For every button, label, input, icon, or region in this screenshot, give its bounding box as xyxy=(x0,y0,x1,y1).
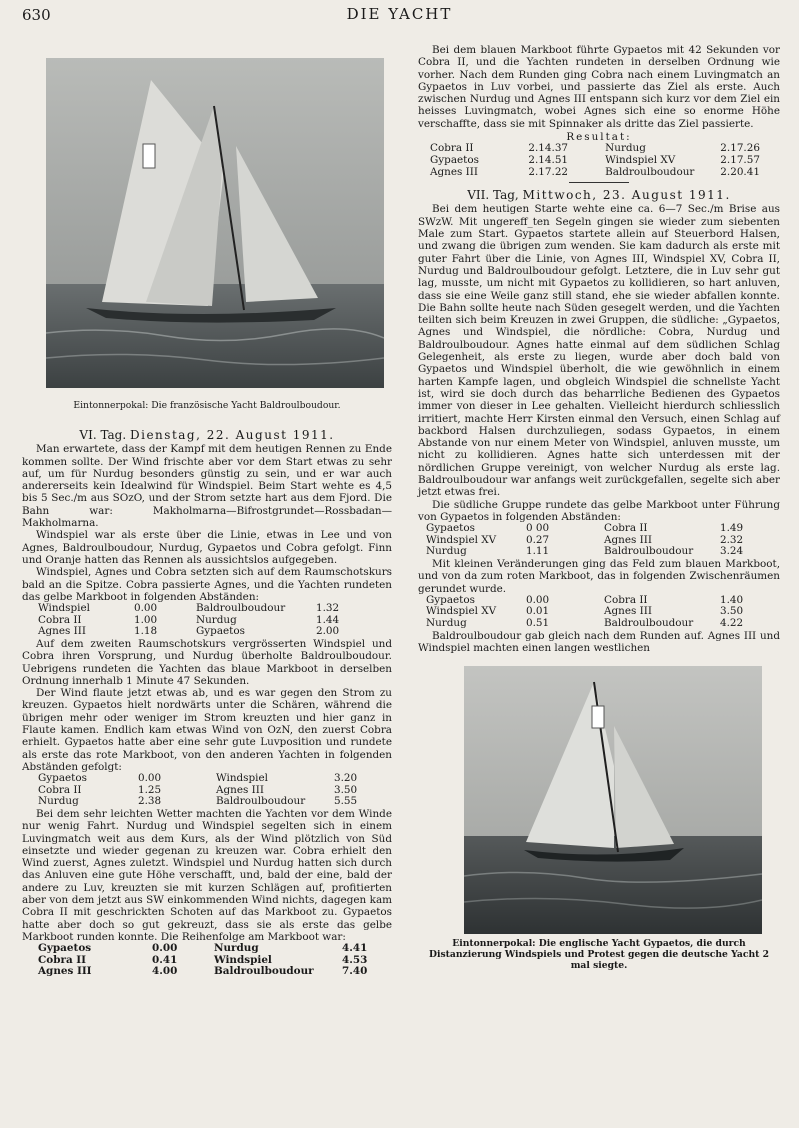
time-cell: 2.17.57 xyxy=(720,153,760,166)
paragraph: Die südliche Gruppe rundete das gelbe Markboot unter Führung von Gypaetos in folgenden Abständen: xyxy=(418,498,780,523)
yacht-name-cell: Windspiel XV xyxy=(426,605,497,618)
time-cell: 4.53 xyxy=(342,953,368,966)
yacht-name-cell: Nurdug xyxy=(38,795,79,808)
table-row xyxy=(430,143,760,155)
time-cell: 0.00 xyxy=(138,772,162,785)
time-cell: 2.00 xyxy=(316,625,340,638)
time-cell: 0.00 xyxy=(526,593,550,606)
time-cell: 0 00 xyxy=(526,522,550,535)
yacht-name-cell: Baldroulboudour xyxy=(605,165,695,178)
table-row xyxy=(38,943,378,955)
time-cell: 4.22 xyxy=(720,617,744,630)
yacht-name-cell: Gypaetos xyxy=(38,942,92,955)
yacht-name-cell: Cobra II xyxy=(38,783,82,796)
results-table xyxy=(426,523,756,558)
paragraph: Baldroulboudour gab gleich nach dem Runden auf. Agnes III und Windspiel machten einen langen westlichen xyxy=(418,629,780,654)
table-row xyxy=(426,618,756,630)
yacht-name-cell: Windspiel XV xyxy=(605,153,676,166)
right-column xyxy=(418,44,780,989)
yacht-name-cell: Cobra II xyxy=(38,953,87,966)
day-heading-date: Mittwoch, 23. August 1911. xyxy=(522,188,731,203)
yacht-name-cell: Agnes III xyxy=(216,783,264,796)
yacht-name-cell: Nurdug xyxy=(605,142,646,155)
paragraph: Bei dem heutigen Starte wehte eine ca. 6—7 Sec./m Brise aus SWzW. Mit ungereff_ten Segeln gingen sie wieder zum siebenten Male zum Start. Gypaetos startete allein auf Steuerbord Halsen, und zwang die übrigen zum wenden. Sie kam dadurch als erste mit guter Fahrt über die Linie, von Agnes III, Windspiel XV, Cobra II, Nurdug und Baldroulboudour gefolgt. Letztere, die in Luv sehr gut lag, musste, um nicht mit Gypaetos zu kollidieren, so hart anluven, dass sie eine Weile ganz still stand, ehe sie wieder abfallen konnte. Die Bahn sollte heute nach Süden gesegelt werden, und die Yachten teilten sich beim Kreuzen in zwei Gruppen, die südliche: „Gypaetos, Agnes und Windspiel, die nördliche: Cobra, Nurdug und Baldroulboudour. Agnes hatte einmal auf dem südlichen Schlag Gelegenheit, als erste zu liegen, wurde aber doch bald von Gypaetos und Windspiel überholt, die wie gewöhnlich in einem harten Kampfe lagen, und obgleich Windspiel die schnellste Yacht ist, wird sie doch durch das beharrliche Bedienen des Gypaetos immer von dieser in Lee gehalten. Vielleicht hierdurch schliesslich irritiert, machte Herr Kirsten einmal den Versuch, einen Schlag auf backbord Halsen durchzuliegen, sodass Gypaetos, in einem Abstande von nur einem Meter von Windspiel, anluven musste, um nicht zu kollidieren. Agnes hatte sich unterdessen mit der nördlichen Gruppe vereinigt, von welcher Nurdug als erste lag. Baldroulboudour war anfangs weit zurückgefallen, segelte sich aber jetzt etwas frei. xyxy=(418,203,780,499)
time-cell: 5.55 xyxy=(334,795,358,808)
results-table xyxy=(38,943,378,978)
paragraph: Man erwartete, dass der Kampf mit dem heutigen Rennen zu Ende kommen sollte. Der Wind frischte aber vor dem Start etwas zu sehr auf, um für Nurdug besonders günstig zu sein, und er war auch andererseits kein Idealwind für Windspiel. Beim Start wehte es 4,5 bis 5 Sec./m aus SOzO, und der Strom setzte hart aus dem Fjord. Die Bahn war: Makholmarna—Bifrostgrundet—Rossbadan—Makholmarna. xyxy=(22,443,392,530)
sailboat-photo-illustration xyxy=(46,58,384,388)
yacht-name-cell: Baldroulboudour xyxy=(216,795,306,808)
time-cell: 2.14.37 xyxy=(528,142,569,155)
time-cell: 0.41 xyxy=(152,953,178,966)
time-cell: 1.49 xyxy=(720,522,744,535)
time-cell: 2.20.41 xyxy=(720,165,760,178)
yacht-name-cell: Nurdug xyxy=(214,942,259,955)
yacht-name-cell: Agnes III xyxy=(38,965,92,978)
yacht-name-cell: Nurdug xyxy=(196,613,237,626)
section-divider xyxy=(569,182,629,183)
table-row xyxy=(38,603,348,615)
paragraph: Auf dem zweiten Raumschotskurs vergrösserten Windspiel und Cobra ihren Vorsprung, und Nurdug überholte Baldroulboudour. Uebrigens rundeten die Yachten das blaue Markboot in derselben Ordnung innerhalb 1 Minute 47 Sekunden. xyxy=(22,637,392,687)
time-cell: 1.40 xyxy=(720,593,744,606)
results-table xyxy=(38,603,348,638)
paragraph: Der Wind flaute jetzt etwas ab, und es war gegen den Strom zu kreuzen. Gypaetos hielt nordwärts unter die Schären, während die übrigen mehr oder weniger im Strom kreuzten und hier ganz in Flaute kamen. Endlich kam etwas Wind von OzN, den zuerst Cobra erhielt. Gypaetos hatte aber eine sehr gute Luvposition und rundete als erste das rote Markboot, von den anderen Yachten in folgenden Abständen gefolgt: xyxy=(22,687,392,773)
time-cell: 3.20 xyxy=(334,772,358,785)
time-cell: 1.44 xyxy=(316,613,340,626)
time-cell: 1.32 xyxy=(316,602,340,615)
day-heading-prefix: VII. Tag, xyxy=(467,188,519,203)
yacht-name-cell: Baldroulboudour xyxy=(604,617,694,630)
running-head: DIE YACHT xyxy=(346,5,453,23)
time-cell: 1.18 xyxy=(134,625,158,638)
time-cell: 7.40 xyxy=(342,965,368,978)
yacht-name-cell: Cobra II xyxy=(430,142,474,155)
time-cell: 1.00 xyxy=(134,613,158,626)
table-row xyxy=(426,546,756,558)
time-cell: 3.50 xyxy=(720,605,744,618)
time-cell: 1.25 xyxy=(138,783,162,796)
yacht-name-cell: Windspiel xyxy=(216,772,268,785)
yacht-name-cell: Windspiel xyxy=(214,953,272,966)
time-cell: 2.14.51 xyxy=(528,153,569,166)
day-heading-prefix: VI. Tag. xyxy=(79,428,127,442)
yacht-name-cell: Baldroulboudour xyxy=(196,602,286,615)
table-row xyxy=(38,796,368,808)
paragraph: Bei dem sehr leichten Wetter machten die Yachten vor dem Winde nur wenig Fahrt. Nurdug und Windspiel segelten sich in einem Luvingmatch weit aus dem Kurs, als der Wind plötzlich von Süd einsetzte und wieder gegenan zu kreuzen war. Cobra erhielt den Wind zuerst, Agnes zuletzt. Windspiel und Nurdug hatten sich durch das Anluven eine gute Höhe verschafft, und, bald der eine, bald der andere zu Luv, kreuzten sie mit kurzen Schlägen auf, profitierten aber von dem jetzt aus SW einkommenden Wind nichts, dagegen kam Cobra II mit geschrickten Schoten auf das Markboot zu. Gypaetos hatte aber doch so gut gekreuzt, dass sie als erste das gelbe Markboot runden konnte. Die Reihenfolge am Markboot war: xyxy=(22,807,392,943)
yacht-name-cell: Agnes III xyxy=(430,165,478,178)
time-cell: 4.00 xyxy=(152,965,178,978)
paragraph: Windspiel war als erste über die Linie, etwas in Lee und von Agnes, Baldroulboudour, Nurdug, Gypaetos und Cobra gefolgt. Finn und Oranje hatten das Rennen als aussichtslos aufgegeben. xyxy=(22,529,392,566)
day-heading-vi xyxy=(22,429,392,441)
time-cell: 2.17.22 xyxy=(528,165,569,178)
yacht-name-cell: Gypaetos xyxy=(426,593,475,606)
paragraph: Bei dem blauen Markboot führte Gypaetos mit 42 Sekunden vor Cobra II, und die Yachten rundeten in derselben Ordnung wie vorher. Nach dem Runden ging Cobra nach einem Luvingmatch an Gypaetos in Luv vorbei, und passierte das Ziel als erste. Auch zwischen Nurdug und Agnes III entspann sich kurz vor dem Ziel ein heisses Luvingmatch, wobei Agnes sich eine so enorme Höhe verschaffte, dass sie mit Spinnaker als dritte das Ziel passierte. xyxy=(418,44,780,130)
yacht-name-cell: Cobra II xyxy=(604,522,648,535)
table-row xyxy=(38,626,348,638)
result-title: Resultat: xyxy=(566,131,632,144)
yacht-name-cell: Cobra II xyxy=(604,593,648,606)
time-cell: 2.38 xyxy=(138,795,162,808)
time-cell: 4.41 xyxy=(342,942,368,955)
result-table xyxy=(430,143,760,178)
yacht-name-cell: Agnes III xyxy=(38,625,86,638)
yacht-name-cell: Windspiel XV xyxy=(426,533,497,546)
results-table xyxy=(426,595,756,630)
table-row xyxy=(430,167,760,179)
table-row xyxy=(38,773,368,785)
yacht-name-cell: Agnes III xyxy=(604,605,652,618)
yacht-name-cell: Nurdug xyxy=(426,617,467,630)
table-row xyxy=(430,155,760,167)
table-row xyxy=(426,606,756,618)
yacht-name-cell: Windspiel xyxy=(38,602,90,615)
yacht-name-cell: Agnes III xyxy=(604,533,652,546)
photo-caption-left: Eintonnerpokal: Die französische Yacht Baldroulboudour. xyxy=(73,400,341,411)
time-cell: 3.50 xyxy=(334,783,358,796)
time-cell: 0.27 xyxy=(526,533,550,546)
time-cell: 0.51 xyxy=(526,617,550,630)
time-cell: 2.17.26 xyxy=(720,142,760,155)
sailboat-photo-illustration xyxy=(464,666,762,934)
yacht-name-cell: Gypaetos xyxy=(38,772,87,785)
paragraph: Mit kleinen Veränderungen ging das Feld zum blauen Markboot, und von da zum roten Markboot, das in folgenden Zwischenräumen gerundet wurde. xyxy=(418,557,780,595)
yacht-name-cell: Gypaetos xyxy=(430,153,479,166)
day-heading-vii xyxy=(418,189,780,201)
table-row xyxy=(426,535,756,547)
table-row xyxy=(38,966,378,978)
time-cell: 2.32 xyxy=(720,533,744,546)
yacht-name-cell: Baldroulboudour xyxy=(214,965,314,978)
time-cell: 1.11 xyxy=(526,545,550,558)
time-cell: 3.24 xyxy=(720,545,744,558)
time-cell: 0.00 xyxy=(134,602,158,615)
photo-caption-right: Eintonnerpokal: Die englische Yacht Gypaetos, die durch Distanzierung Windspiels und Protest gegen die deutsche Yacht 2 mal siegte. xyxy=(429,938,769,972)
time-cell: 0.01 xyxy=(526,605,550,618)
results-table xyxy=(38,773,368,808)
day-heading-date: Dienstag, 22. August 1911. xyxy=(130,428,335,442)
paragraph: Windspiel, Agnes und Cobra setzten sich auf dem Raumschotskurs bald an die Spitze. Cobra passierte Agnes, und die Yachten rundeten das gelbe Markboot in folgenden Abständen: xyxy=(22,566,392,603)
photo-baldroulboudour xyxy=(46,58,384,388)
time-cell: 0.00 xyxy=(152,942,178,955)
yacht-name-cell: Baldroulboudour xyxy=(604,545,694,558)
photo-gypaetos xyxy=(464,666,762,934)
table-row xyxy=(38,785,368,797)
yacht-name-cell: Gypaetos xyxy=(426,522,475,535)
yacht-name-cell: Cobra II xyxy=(38,613,82,626)
left-column xyxy=(22,44,392,978)
yacht-name-cell: Nurdug xyxy=(426,545,467,558)
yacht-name-cell: Gypaetos xyxy=(196,625,245,638)
page-number: 630 xyxy=(22,6,51,24)
